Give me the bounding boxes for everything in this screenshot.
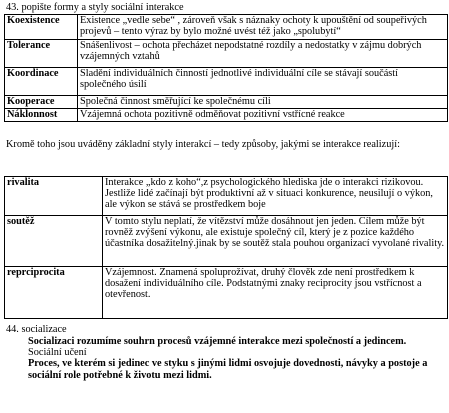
socialization-section: [28, 336, 438, 381]
social-learning-subheading: Sociální učení: [28, 347, 87, 359]
form-term: Kooperace: [5, 96, 78, 109]
table-row: [5, 216, 448, 267]
style-definition: Vzájemnost. Znamená spoluprožívat, druhý člověk zde není prostředkem k dosažení individuálního cíle. Podstatnými znaky reciprocity jsou vstřícnost a otevřenost.: [103, 267, 448, 319]
socialization-definition: Socializaci rozumíme souhrn procesů vzájemné interakce mezi společností a jedincem.: [28, 336, 407, 347]
question-44-heading: 44. socializace: [6, 324, 67, 335]
table-row: [5, 40, 448, 68]
table-row: [5, 177, 448, 216]
form-definition: Společná činnost směřující ke společnému cíli: [78, 96, 448, 109]
styles-intro-paragraph: Kromě toho jsou uváděny základní styly interakcí – tedy způsoby, jakými se interakce realizují:: [6, 139, 400, 150]
form-term: Koordinace: [5, 68, 78, 96]
table-row: [5, 68, 448, 96]
form-term: Tolerance: [5, 40, 78, 68]
table-row: [5, 109, 448, 122]
table-row: [5, 96, 448, 109]
style-term: rivalita: [5, 177, 103, 216]
form-definition: Vzájemná ochota pozitivně odměňovat pozitivní vstřícné reakce: [78, 109, 448, 122]
form-term: Koexistence: [5, 15, 78, 40]
table-row: [5, 15, 448, 40]
table-row: [5, 267, 448, 319]
social-learning-definition: Proces, ve kterém si jedinec ve styku s jinými lidmi osvojuje dovednosti, návyky a postoje a sociální role potřebné k životu mezi lidmi.: [28, 358, 428, 381]
style-term: soutěž: [5, 216, 103, 267]
form-definition: Sladění individuálních činností jednotlivé individuální cíle se stávají součástí společného úsilí: [78, 68, 448, 96]
form-definition: Existence „vedle sebe“ , zároveň však s náznaky ochoty k upouštění od soupeřivých projevů – tento výraz by bylo možné uvést též jako „spolubytí“: [78, 15, 448, 40]
form-definition: Snášenlivost – ochota přecházet nepodstatné rozdíly a nedostatky v zájmu dobrých vzájemných vztahů: [78, 40, 448, 68]
question-43-heading: 43. popište formy a styly sociální interakce: [6, 2, 184, 13]
style-term: reprciprocita: [5, 267, 103, 319]
interaction-forms-table: [4, 14, 448, 122]
style-definition: V tomto stylu neplatí, že vítězství může dosáhnout jen jeden. Cílem může být rovněž zvýšení výkonu, ale existuje společný cíl, který je z pozice každého účastníka dosažitelný.jinak by se soutěž stala pouhou organizací vyvolané rivality.: [103, 216, 448, 267]
form-term: Náklonnost: [5, 109, 78, 122]
style-definition: Interakce „kdo z koho“,z psychologického hlediska jde o interakci rizikovou. Jestliže lidé začínají být produktivní až v situaci konkurence, neusilují o výkon, ale výkon se stává se prostředkem boje: [103, 177, 448, 216]
interaction-styles-table: [4, 176, 448, 319]
